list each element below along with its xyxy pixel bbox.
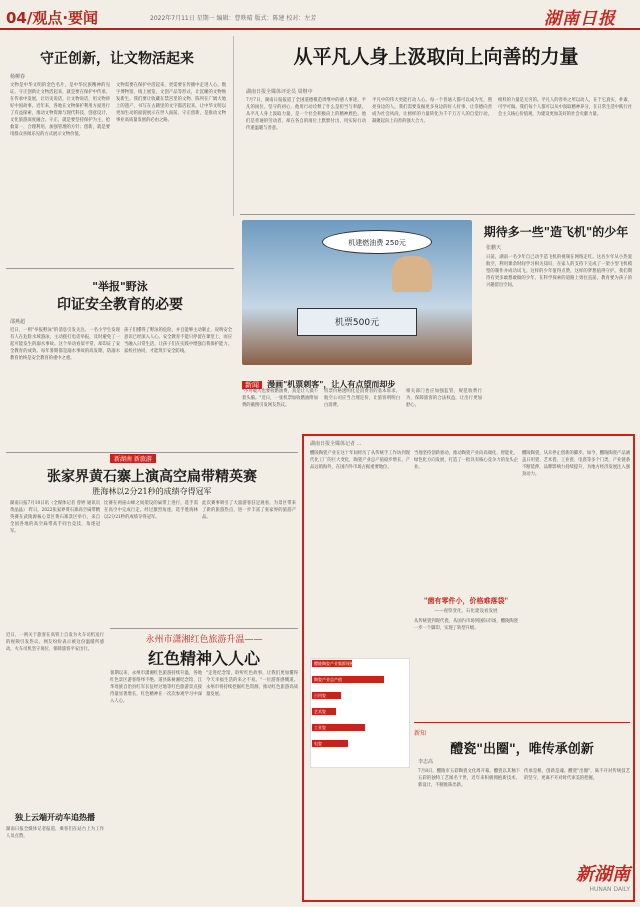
article-kicker: 永州市潇湘红色旅游升温—— [145, 635, 263, 645]
section-divider [414, 722, 630, 723]
stat-bar: 醴陵陶瓷产业集群规模 [314, 661, 354, 666]
box-body: 传承是根，创新是魂。醴瓷"出圈"，离不开对传统技艺的坚守，更离不开对时代审美的把握。 [524, 769, 630, 781]
section-divider [240, 214, 635, 215]
cartoon-figure [392, 256, 432, 292]
article-body: 机票价格透明化是消费者的基本诉求。航空公司应当合理定价，让旅客明明白白消费。 [324, 389, 400, 408]
cartoon-caption [242, 372, 476, 389]
masthead [0, 0, 640, 30]
article-byline: 湖南日报全媒体评论员 周继中 [246, 89, 313, 95]
article-byline: 张鹏天 [486, 245, 502, 251]
article-body: 暑期以来，永州市潇湘红色旅游持续升温，各地红色景区游客络绎不绝。道县陈树湘纪念馆、江华瑶族自治县红军长征经过地等红色旅游景点接待量显著增长，红色精神在一次次参观学习中深入人心。 [110, 671, 202, 704]
side-headline: 醴瓷"出圈"，唯传承创新 [450, 742, 594, 757]
cartoon-balloon: 机建燃油费 250元 [322, 230, 432, 254]
stat-bar: 日用瓷 [312, 692, 341, 699]
brand-watermark [530, 860, 630, 900]
box-body: 当地坚持创新驱动，推动陶瓷产业向高端化、智能化、绿色化方向发展，打造了一批具有核心竞争力的龙头企业。 [414, 451, 518, 470]
column-divider [233, 36, 234, 216]
article-body: 孩子们懂得了野泳的危险，并且能够主动制止，说明安全意识已经深入人心。安全教育不能只停留在课堂上，而应当融入日常生活，让孩子们在实践中增强自我保护能力。家校社协同，才能筑牢安全防线。 [124, 328, 232, 354]
box-label: 湖南日报全媒体记者 ... [310, 441, 362, 447]
section-divider [110, 628, 298, 629]
article-body: 7月7日，湖南日报报道了全国道德模范周继中的感人事迹。平凡的岗位，坚守的初心，他用行动诠释了什么是担当与奉献。从平凡人身上汲取力量，是一个社会积极向上的精神底色。他们是普通的劳动者，却在各自的岗位上默默付出，用实际行动传递温暖与善意。 [246, 98, 366, 131]
article-subtitle: 胜海林以2分21秒的成绩夺得冠军 [92, 487, 212, 496]
article-body: 此次赛事吸引了大量游客驻足观看，为景区带来了新的旅游热点，进一步丰富了张家界的旅游产品。 [202, 501, 296, 520]
article-body: 湖南日报全媒体记者报道，乘客们在站台上为工作人员点赞。 [6, 827, 104, 839]
article-body: 平凡中的伟大更能打动人心。每一个普通人都可以成为光，照亮身边的人。我们需要发掘更多身边的好人好事，让崇德向善成为社会风尚，让榜样的力量转化为千千万万人的自觉行动，凝聚起向上向善的强大合力。 [372, 98, 492, 124]
article-body: "小舟载人也要收燃油费，真是让人摸不着头脑。"近日，一张机票加收燃油附加费的截图引发网友热议。 [242, 389, 318, 408]
article-byline: 邵燕超 [10, 319, 26, 325]
cartoon-ticket: 机票500元 [297, 308, 417, 336]
cartoon-tag: 新闻 [242, 381, 262, 389]
article-title: 期待多一些"造飞机"的少年 [483, 225, 629, 239]
article-body: 比赛在两座山峰之间架设的扁带上进行，选手需在高空中完成行走。经过激烈角逐，选手胜海林以2分21秒的成绩夺得冠军。 [104, 501, 198, 520]
section-divider [6, 452, 298, 453]
box-body: 从传统瓷到现代瓷，从国内市场到国际市场，醴陵陶瓷一步一个脚印，实现了转型升级。 [414, 619, 518, 631]
article-title: 张家界黄石寨上演高空扁带精英赛 [47, 469, 257, 485]
side-byline: 李志高 [418, 759, 434, 765]
article-title: 印证安全教育的必要 [57, 297, 183, 313]
article-body: "走进纪念馆，聆听红色故事，让我们更加懂得今天幸福生活的来之不易。"一位游客感慨道。永州市将持续挖掘红色资源，推动红色旅游高质量发展。 [206, 671, 298, 697]
article-body: 湖南日报7月10日讯（全媒体记者 曾婷 通讯员 黄晶晶） 昨日，2022张家界黄石寨高空扁带精英赛在武陵源核心景区黄石寨景区举行，来自全国各地的高空扁带高手同台竞技，角逐冠军。 [10, 501, 100, 534]
article-body: 近日，一则关于旅客在高铁上自发为火车司机送行的视频引发热议。网友纷纷表示被这份温暖所感动，火车司机坚守岗位，保障旅客平安出行。 [6, 633, 104, 652]
article-kicker: "举报"野泳 [92, 280, 148, 293]
stat-bar: 陶瓷产业总产值 [312, 676, 384, 683]
article-body: 文物需要在保护中活起来，更需要在传播中走进人心。数字博物馆、线上展览、文创产品等形式，让沉睡的文物焕发新生。我们要让收藏在禁宫里的文物、陈列在广阔大地上的遗产、书写在古籍里的文字都活起来，让中华文明以更加生动的面貌展示在世人面前。守正创新，是推动文物事业高质量发展的必由之路。 [116, 83, 226, 123]
watermark-brand: 新湖南 [576, 864, 630, 885]
side-tag: 新知 [414, 730, 427, 737]
section-title: 04/观点·要闻 [6, 9, 99, 27]
article-body: 文物是中华文明的金色名片，是中华民族精神的见证。守正创新让文物活起来，就是要在保护中传承，在传承中发展，让历史说话，让文物说话，用文物讲好中国故事。近年来，各地在文物保护利用方面进行了有益探索，推动文物资源与现代科技、创意设计、文化旅游深度融合。守正，就是要坚持保护为主、抢救第一、合理利用、加强管理的方针；创新，就是要用群众喜闻乐见的方式展示文物价值。 [10, 83, 110, 137]
stat-bar: 工业瓷 [312, 724, 365, 731]
article-body: 日前，湖南一名少年自己动手造飞机的视频在网络走红。这名少年从小热爱航空，利用课余时间学习相关知识，在家人的支持下完成了一架小型飞机模型的制作并成功试飞。这样的少年值得点赞，这样的梦想值得守护。我们期待有更多敢想敢做的少年，在科学探索的道路上勇往直前。教育要为孩子的兴趣留出空间。 [486, 255, 632, 288]
article-title: 红色精神入人心 [147, 649, 260, 668]
box-body: 醴陵陶瓷产业在这十年间经历了从传统手工作坊到现代化工厂的巨大变化，陶瓷产业总产值稳步增长，产品远销海外，在国内外市场占据重要地位。 [310, 451, 410, 470]
issue-meta: 2022年7月11日 星期一 编辑：曹昳晴 版式：陈建 校对：左芳 [150, 15, 317, 22]
cartoon-image [242, 220, 472, 365]
box-subtitle: "菌有零件小，价格难落袋" [423, 596, 509, 605]
article-body: 近日，一则"举报野泳"的消息引发关注。一名小学生发现有人在危险水域游泳，主动拨打电话举报，及时避免了一起可能发生的溺水事故。这个举动看似平常，却印证了安全教育的成效。每年暑期都是溺水事故的高发期，防溺水教育始终是安全教育的重中之重。 [10, 328, 120, 361]
article-kicker: 新湖南 新旅游 [110, 454, 156, 463]
stats-chart [312, 660, 408, 764]
article-byline: 杨柳春 [10, 74, 26, 80]
article-title: 守正创新，让文物活起来 [40, 51, 194, 67]
box-subbyline: ——观察变化，石化建设看发展 [434, 609, 498, 614]
section-divider [6, 268, 234, 269]
article-body: 榜样的力量是无穷的。平凡人的善举之所以动人，在于它真实、朴素、可学可做。我们每个人都可以从中汲取精神养分，在日常生活中践行社会主义核心价值观，为建设更加美好的社会贡献力量。 [498, 98, 632, 117]
box-body: 7月8日，醴陵市五彩陶瓷文化周开幕。醴瓷以其釉下五彩的独特工艺闻名于世，近年来积极拥抱新技术、新设计，不断推陈出新。 [418, 769, 520, 788]
box-body: 醴陵陶瓷，从未停止创新的脚步。如今，醴陵陶瓷产品涵盖日用瓷、艺术瓷、工业瓷、电瓷等多个门类，产业链条不断延伸，品牌影响力持续提升，为地方经济发展注入强劲动力。 [522, 451, 630, 477]
article-body: 相关部门也应加强监管，规范收费行为，保障旅客的合法权益，让出行更加舒心。 [406, 389, 482, 408]
article-title: 独上云端开动车追热播 [15, 812, 95, 822]
stat-bar: 艺术瓷 [312, 708, 336, 715]
newspaper-logo: 湖南日报 [544, 9, 616, 29]
watermark-sub: HUNAN DAILY [589, 886, 630, 893]
cartoon-title: 漫画"机票刺客"，让人有点望而却步 [267, 380, 396, 389]
article-title: 从平凡人身上汲取向上向善的力量 [293, 46, 579, 68]
stat-bar: 电瓷 [312, 740, 348, 747]
